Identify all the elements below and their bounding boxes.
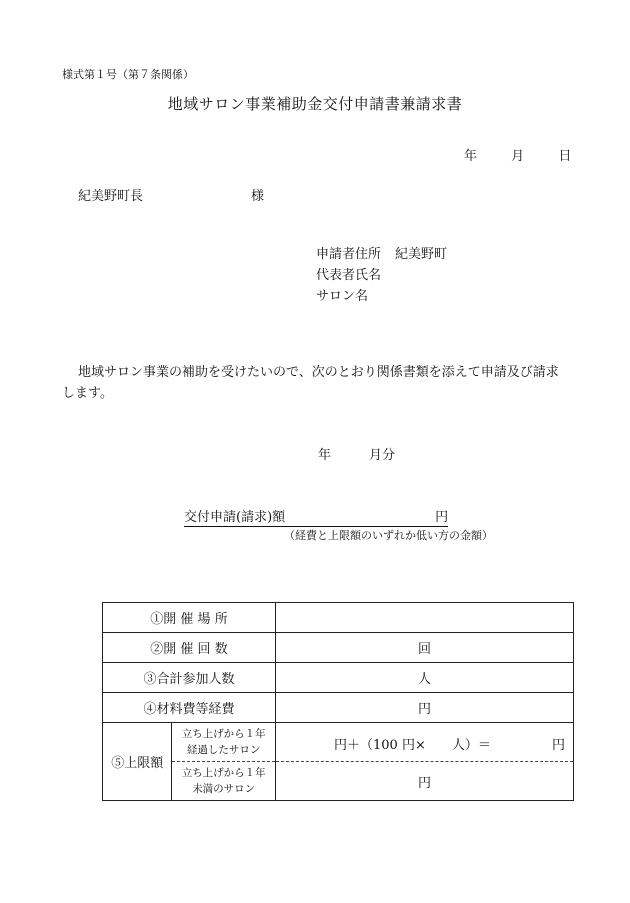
salon-name-label: サロン名 [316,289,369,304]
period-line [318,444,395,463]
limit-label: ⑤上限額 [103,723,172,801]
established-salon-line-2: 経過したサロン [186,744,261,756]
established-salon-label [172,723,276,762]
limit-formula: 円＋（100 円× 人）＝ [334,738,491,753]
participants-value: 人 [276,663,574,693]
new-salon-line-2: 未満のサロン [192,783,256,795]
statement-line-2: します。 [62,386,113,401]
table-row-expenses [103,693,574,723]
requested-amount [184,506,448,525]
form-number: 様式第１号（第７条関係） [62,68,194,81]
participants-label: ③合計参加人数 [103,663,276,693]
limit-result-unit: 円 [551,738,565,753]
established-salon-line-1: 立ち上げから１年 [181,728,266,740]
salon-name-row [316,286,447,307]
date-month-label: 月 [511,149,525,164]
applicant-address-value: 紀美野町 [395,247,448,262]
document-title: 地域サロン事業補助金交付申請書兼請求書 [167,95,463,113]
period-year-label: 年 [318,448,332,463]
count-label: ②開 催 回 数 [103,633,276,663]
new-salon-label [172,762,276,801]
representative-row [316,265,447,286]
table-row-venue [103,603,574,633]
venue-value [276,603,574,633]
venue-label: ①開 催 場 所 [103,603,276,633]
addressee-honorific: 様 [251,189,265,204]
date-day-label: 日 [558,149,572,164]
expenses-label: ④材料費等経費 [103,693,276,723]
addressee [78,185,264,204]
date-year-label: 年 [464,149,478,164]
statement-line-1: 地域サロン事業の補助を受けたいので、次のとおり関係書類を添えて申請及び請求 [78,365,559,380]
period-month-label: 月分 [369,448,396,463]
count-value: 回 [276,633,574,663]
applicant-address-row [316,244,447,265]
new-salon-line-1: 立ち上げから１年 [181,767,266,779]
table-row-participants [103,663,574,693]
table-row-count [103,633,574,663]
amount-unit: 円 [435,510,449,525]
amount-note: （経費と上限額のいずれか低い方の金額） [284,529,493,542]
representative-label: 代表者氏名 [316,268,382,283]
table-row-limit-established [103,723,574,762]
date-line [464,145,571,164]
applicant-block [316,244,447,307]
table-row-limit-new [103,762,574,801]
established-salon-value [276,723,574,762]
details-table [102,602,574,801]
new-salon-value: 円 [276,762,574,801]
applicant-address-label: 申請者住所 [316,247,382,262]
addressee-name: 紀美野町長 [78,189,144,204]
application-statement [62,362,582,404]
amount-underline [184,510,448,527]
expenses-value: 円 [276,693,574,723]
amount-label: 交付申請(請求)額 [184,510,286,525]
